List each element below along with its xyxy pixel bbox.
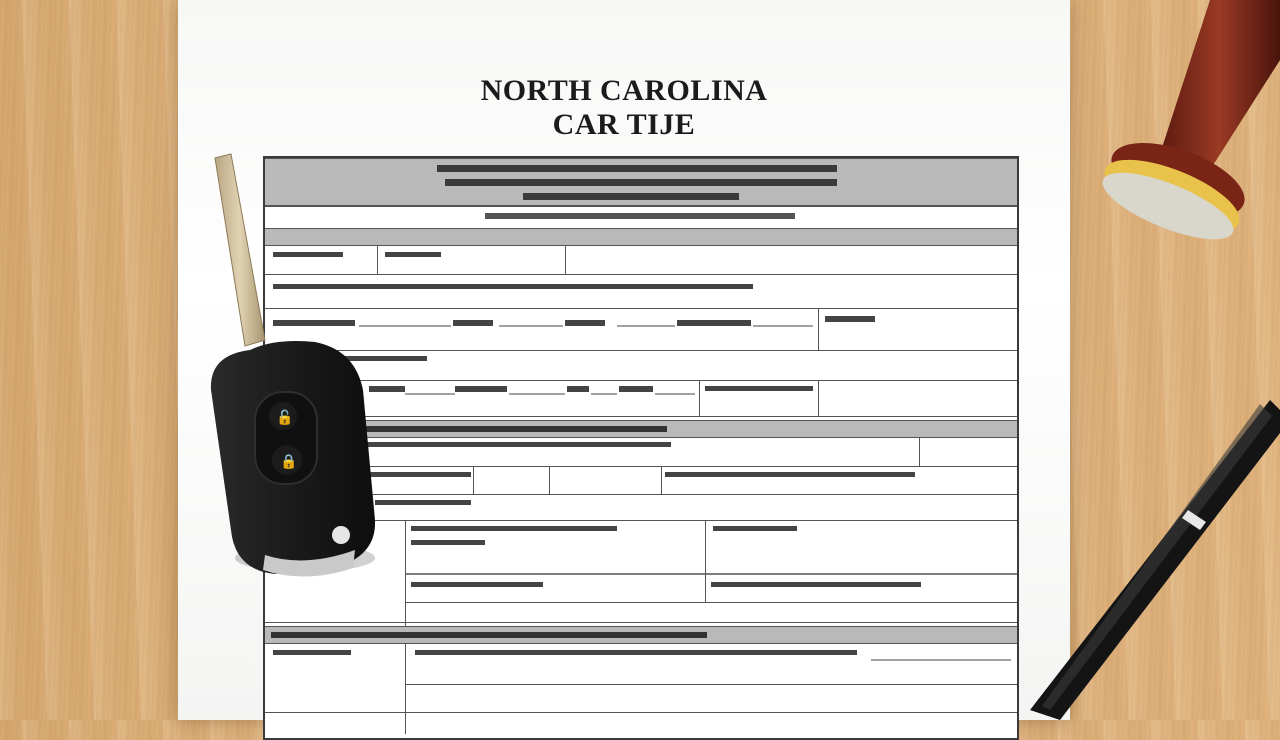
section-band-3 (265, 626, 1017, 644)
car-key-fob-icon (205, 150, 385, 600)
rubber-stamp-icon (1060, 0, 1280, 260)
svg-text:🔓: 🔓 (276, 410, 294, 426)
document-title-line1: NORTH CAROLINA (480, 74, 768, 107)
field-row-9 (265, 644, 1017, 704)
svg-text:🔒: 🔒 (280, 454, 298, 470)
document-title-line2: CAR TIJE (552, 108, 696, 141)
pen-icon (1020, 380, 1280, 720)
